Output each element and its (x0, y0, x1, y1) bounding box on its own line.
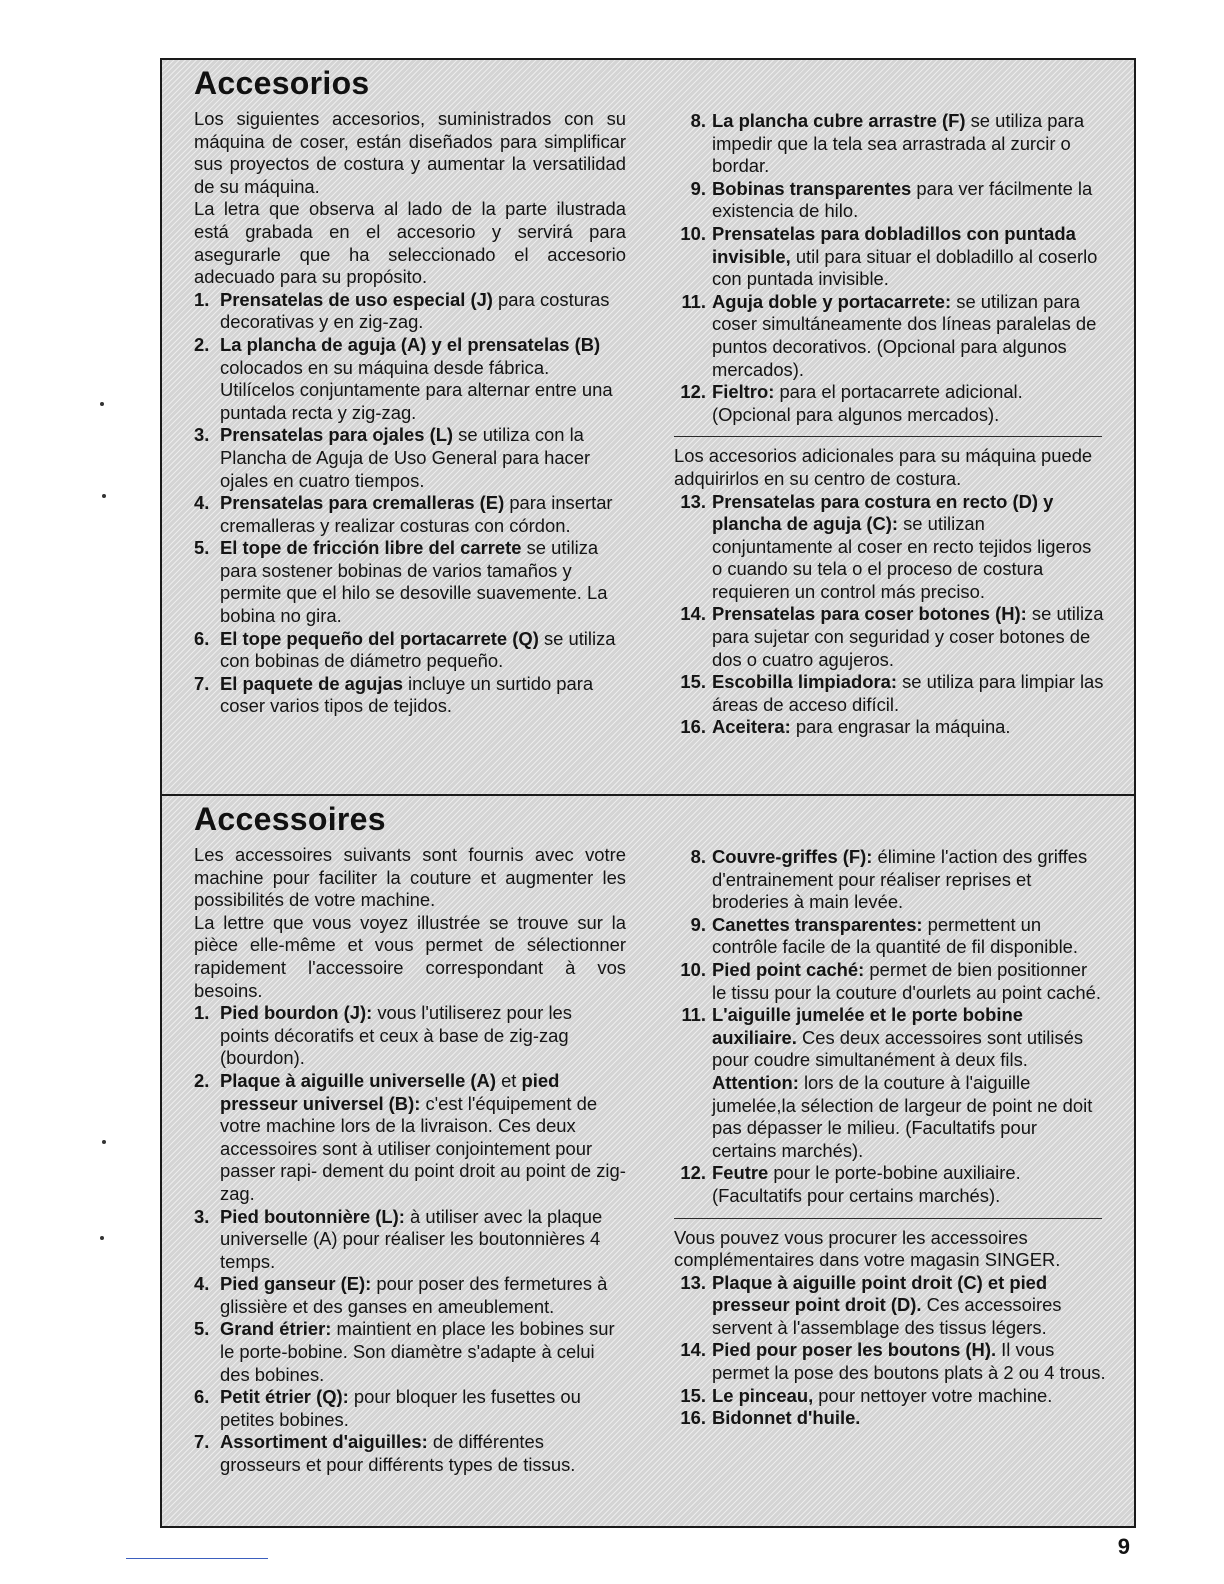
list-item (194, 424, 626, 492)
item-term: Prensatelas para ojales (L) (220, 424, 454, 446)
margin-dot (100, 402, 104, 406)
divider (674, 1218, 1102, 1219)
list-item (674, 1385, 1106, 1408)
item-number: 3. (194, 424, 210, 446)
item-term: Pied boutonnière (L): (220, 1205, 405, 1227)
item-number: 15. (680, 671, 706, 693)
list-item (674, 178, 1106, 223)
item-description: pour le porte-bobine auxiliaire. (Facultatifs pour certains marchés). (712, 1162, 1021, 1206)
item-description: se utiliza para limpiar las áreas de acceso difícil. (712, 671, 1104, 715)
list-item (194, 537, 626, 627)
list-item (674, 716, 1106, 739)
item-term: El tope de fricción libre del carrete (220, 537, 522, 559)
french-section (162, 796, 1134, 1526)
item-description: colocados en su máquina desde fábrica. Utilícelos conjuntamente para alternar entre una puntada recta y zig-zag. (220, 356, 613, 423)
item-term: Plaque à aiguille universelle (A) (220, 1069, 496, 1091)
item-number: 12. (680, 381, 706, 403)
list-item (674, 914, 1106, 959)
list-item (194, 334, 626, 424)
item-term: Aceitera: (712, 716, 791, 738)
item-description: permet de bien positionner le tissu pour la couture d'ourlets au point caché. (712, 958, 1101, 1003)
item-term: Prensatelas para costura en recto (D) y plancha de aguja (C): (712, 490, 1054, 535)
item-term: Bobinas transparentes (712, 177, 912, 199)
spanish-additional-items-list (674, 491, 1106, 740)
item-number: 3. (194, 1205, 210, 1227)
item-number: 4. (194, 1273, 210, 1295)
item-number: 2. (194, 1069, 210, 1091)
item-description: se utiliza con la Plancha de Aguja de Uso General para hacer ojales en cuatro tiempos. (220, 424, 591, 491)
list-item (674, 1407, 1106, 1430)
item-number: 9. (690, 177, 706, 199)
item-description: se utilizan conjuntamente al coser en recto tejidos ligeros o cuando su tela o el proceso de costura requieren un control más preciso. (712, 513, 1092, 602)
item-term: Prensatelas de uso especial (J) (220, 288, 493, 310)
item-description: pour bloquer les fusettes ou petites bobines. (220, 1386, 581, 1430)
list-item (674, 1272, 1106, 1340)
item-term: Prensatelas para dobladillos con puntada invisible, (712, 222, 1076, 267)
item-description: c'est l'équipement de votre machine lors de la livraison. Ces deux accessoires sont à utiliser conjointement pour passer rapi- dement du point droit au point de zig-zag. (220, 1092, 626, 1204)
item-term: Canettes transparentes: (712, 913, 923, 935)
spanish-right-column (674, 110, 1106, 739)
item-number: 1. (194, 288, 210, 310)
item-term: L'aiguille jumelée et le porte bobine auxiliaire. (712, 1004, 1023, 1048)
item-number: 13. (680, 1271, 706, 1293)
list-item (674, 1004, 1106, 1162)
item-term: Pied pour poser les boutons (H). (712, 1339, 997, 1361)
item-term: Aguja doble y portacarrete: (712, 290, 952, 312)
item-number: 16. (680, 716, 706, 738)
item-number: 16. (680, 1407, 706, 1429)
item-description: para costuras decorativas y en zig-zag. (220, 288, 610, 333)
item-description: pour nettoyer votre machine. (813, 1384, 1053, 1406)
item-number: 6. (194, 1386, 210, 1408)
item-number: 7. (194, 672, 210, 694)
french-items-list (194, 1002, 626, 1476)
item-description: se utiliza para sujetar con seguridad y coser botones de dos o cuatro agujeros. (712, 603, 1104, 670)
item-number: 15. (680, 1384, 706, 1406)
item-term: El tope pequeño del portacarrete (Q) (220, 627, 539, 649)
item-term: Couvre-griffes (F): (712, 846, 873, 867)
item-description: de différentes grosseurs et pour différents types de tissus. (220, 1431, 576, 1476)
list-item (194, 492, 626, 537)
list-item (674, 1339, 1106, 1384)
list-item (674, 671, 1106, 716)
french-intro-paragraph: Les accessoires suivants sont fournis avec votre machine pour faciliter la couture et augmenter les possibilités de votre machine. (194, 844, 626, 911)
list-item (194, 673, 626, 718)
list-item (194, 1318, 626, 1386)
french-additional-intro: Vous pouvez vous procurer les accessoires complémentaires dans votre magasin SINGER. (674, 1226, 1061, 1271)
item-description: para engrasar la máquina. (790, 716, 1011, 738)
spanish-items-list (194, 289, 626, 718)
item-number: 14. (680, 603, 706, 625)
item-number: 11. (681, 1004, 706, 1026)
item-term: Assortiment d'aiguilles: (220, 1431, 428, 1453)
item-description: élimine l'action des griffes d'entrainement pour réaliser reprises et broderies à main levée. (712, 846, 1088, 913)
margin-dot (102, 1140, 106, 1144)
list-item (194, 1386, 626, 1431)
item-number: 11. (681, 290, 706, 312)
french-right-column (674, 846, 1106, 1430)
list-item (194, 1206, 626, 1274)
item-description: lors de la couture à l'aiguille jumelée,la sélection de largeur de point ne doit pas dépasser le milieu. (Facultatifs pour certains marchés). (712, 1071, 1093, 1161)
item-number: 12. (680, 1162, 706, 1184)
item-term: Feutre (712, 1162, 769, 1184)
item-description: Il vous permet la pose des boutons plats à 2 ou 4 trous. (712, 1339, 1106, 1384)
list-item (194, 289, 626, 334)
item-term: Pied ganseur (E): (220, 1273, 372, 1295)
item-description: para el portacarrete adicional. (Opcional para algunos mercados). (712, 381, 1023, 425)
list-item (194, 628, 626, 673)
list-item (194, 1002, 626, 1070)
french-additional-items-list (674, 1272, 1106, 1430)
item-term: El paquete de agujas (220, 672, 403, 694)
list-item (194, 1431, 626, 1476)
item-number: 13. (680, 490, 706, 512)
item-term: pied presseur universel (B): (220, 1069, 560, 1114)
item-description: et (495, 1069, 522, 1091)
item-description: vous l'utiliserez pour les points décoratifs et ceux à base de zig-zag (bourdon). (220, 1002, 572, 1069)
list-item (674, 110, 1106, 178)
item-description: se utiliza para sostener bobinas de varios tamaños y permite que el hilo se desoville suavemente. La bobina no gira. (220, 537, 608, 627)
item-description: pour poser des fermetures à glissière et des ganses en ameublement. (220, 1273, 608, 1317)
item-term: Grand étrier: (220, 1318, 332, 1340)
french-intro-paragraph: La lettre que vous voyez illustrée se trouve sur la pièce elle-même et vous permet de sélectionner rapidement l'accessoire correspondant à vos besoins. (194, 911, 626, 1001)
item-term: Fieltro: (712, 381, 775, 403)
french-title: Accessoires (194, 801, 386, 837)
item-number: 6. (194, 627, 210, 649)
item-description: à utiliser avec la plaque universelle (A) pour réaliser les boutonnières 4 temps. (220, 1205, 603, 1272)
item-description: Ces accessoires servent à l'assemblage des tissus légers. (712, 1294, 1062, 1338)
list-item (674, 291, 1106, 381)
item-term: Escobilla limpiadora: (712, 671, 897, 693)
spanish-title: Accesorios (194, 65, 370, 101)
spanish-intro-paragraph: La letra que observa al lado de la parte ilustrada está grabada en el accesorio y servirá para asegurarle que ha seleccionado el accesorio adecuado para su propósito. (194, 198, 626, 288)
item-number: 8. (690, 846, 706, 867)
french-items-list (674, 846, 1106, 1208)
item-description: se utiliza para impedir que la tela sea arrastrada al zurcir o bordar. (712, 110, 1085, 177)
item-description: para insertar cremalleras y realizar costuras con córdon. (220, 492, 613, 536)
list-item (674, 223, 1106, 291)
item-term: Attention: (712, 1071, 799, 1093)
item-description: incluye un surtido para coser varios tipos de tejidos. (220, 672, 594, 717)
list-item (194, 1070, 626, 1206)
page-number: 9 (1117, 1534, 1130, 1559)
spanish-additional-intro: Los accesorios adicionales para su máquina puede adquirirlos en su centro de costura. (674, 445, 1093, 489)
accessories-page-frame (160, 58, 1136, 1528)
item-term: Bidonnet d'huile. (712, 1407, 861, 1429)
item-number: 7. (194, 1431, 210, 1453)
item-term: La plancha cubre arrastre (F) (712, 110, 966, 131)
item-description: para ver fácilmente la existencia de hilo. (712, 177, 1093, 222)
item-term: Le pinceau, (712, 1384, 814, 1406)
item-number: 8. (690, 110, 706, 131)
divider (674, 436, 1102, 437)
item-number: 9. (690, 913, 706, 935)
item-description: permettent un contrôle facile de la quantité de fil disponible. (712, 913, 1079, 958)
item-number: 5. (194, 537, 210, 559)
item-number: 14. (680, 1339, 706, 1361)
item-term: Petit étrier (Q): (220, 1386, 349, 1408)
item-description: maintient en place les bobines sur le porte-bobine. Son diamètre s'adapte à celui des bobines. (220, 1318, 615, 1385)
french-left-column (194, 800, 626, 1477)
list-item (674, 603, 1106, 671)
item-term: Pied bourdon (J): (220, 1002, 373, 1024)
footer-rule (126, 1558, 268, 1559)
item-term: Prensatelas para coser botones (H): (712, 603, 1027, 625)
list-item (674, 959, 1106, 1004)
spanish-items-list (674, 110, 1106, 426)
item-number: 10. (680, 958, 706, 980)
list-item (674, 846, 1106, 914)
item-term: La plancha de aguja (A) y el prensatelas (B) (220, 333, 601, 355)
list-item (674, 1162, 1106, 1207)
spanish-section (162, 60, 1134, 796)
margin-dot (100, 1236, 104, 1240)
margin-dot (102, 494, 106, 498)
spanish-intro-paragraph: Los siguientes accesorios, suministrados con su máquina de coser, están diseñados para simplificar sus proyectos de costura y aumentar la versatilidad de su máquina. (194, 108, 626, 197)
list-item (674, 381, 1106, 426)
item-term: Plaque à aiguille point droit (C) et pied presseur point droit (D). (712, 1271, 1048, 1316)
item-number: 10. (680, 222, 706, 244)
item-description: util para situar el dobladillo al coserlo con puntada invisible. (712, 245, 1098, 290)
list-item (194, 1273, 626, 1318)
item-number: 2. (194, 333, 210, 355)
item-number: 5. (194, 1318, 210, 1340)
item-number: 4. (194, 492, 210, 514)
item-description: se utilizan para coser simultáneamente dos líneas paralelas de puntos decorativos. (Opcional para algunos mercados). (712, 290, 1097, 380)
item-description: se utiliza con bobinas de diámetro pequeño. (220, 627, 616, 672)
item-term: Pied point caché: (712, 958, 865, 980)
item-term: Prensatelas para cremalleras (E) (220, 492, 505, 514)
spanish-left-column (194, 64, 626, 718)
item-number: 1. (194, 1002, 210, 1024)
item-description: Ces deux accessoires sont utilisés pour coudre simultanément à deux fils. (712, 1026, 1084, 1071)
list-item (674, 491, 1106, 604)
